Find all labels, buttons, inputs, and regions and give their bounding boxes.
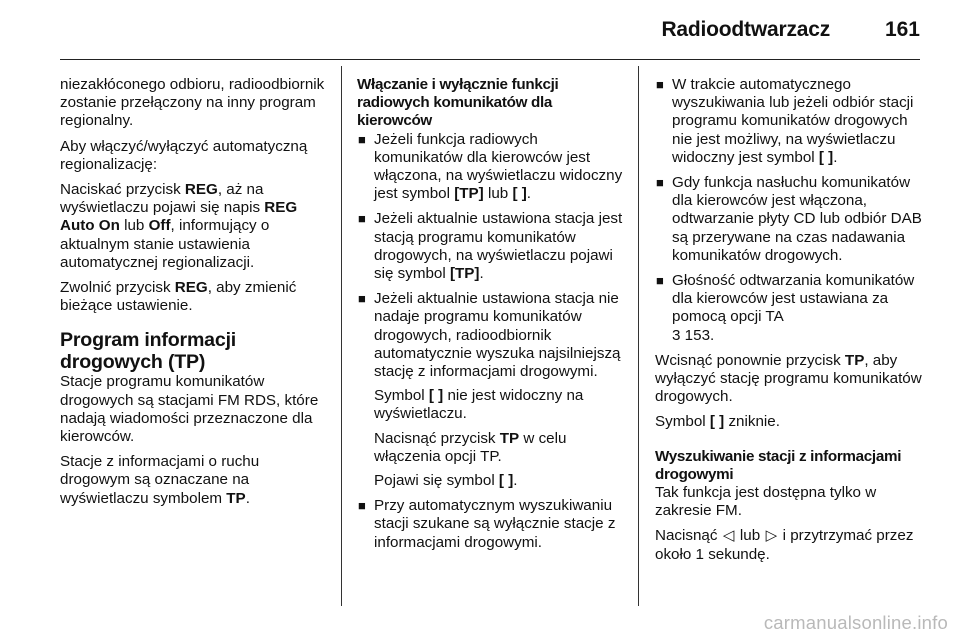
- paragraph: Wcisnąć ponownie przycisk TP, aby wyłączyć stację programu komunikatów drogowych.: [655, 351, 922, 406]
- bullet-icon: ■: [358, 211, 366, 227]
- column-divider-1: [341, 66, 342, 606]
- list-item: ■ Przy automatycznym wyszukiwaniu stacji szukane są wyłącznie stacje z informacjami drogowymi.: [358, 497, 616, 551]
- bullet-icon: ■: [656, 77, 664, 92]
- paragraph: Zwolnić przycisk REG, aby zmienić bieżące ustawienie.: [60, 279, 297, 315]
- list-item: ■ W trakcie automatycznego wyszukiwania lub jeżeli odbiór stacji programu komunikatów drogowych nie jest możliwy, na wyświetlaczu widoczny jest symbol [ ].: [656, 76, 914, 166]
- list-item: ■ Jeżeli aktualnie ustawiona stacja jest stacją programu komunikatów drogowych, na wyświetlaczu pojawi się symbol [TP].: [358, 210, 623, 283]
- paragraph: Naciskać przycisk REG, aż na wyświetlaczu pojawi się napis REG Auto On lub Off, informujący o aktualnym stanie ustawienia automatycznej regionalizacji.: [60, 181, 298, 271]
- section-heading: Program informacji drogowych (TP): [60, 329, 237, 374]
- column-2: [357, 76, 629, 559]
- bullet-list: [357, 131, 629, 552]
- paragraph: Stacje z informacjami o ruchu drogowym są oznaczane na wyświetlaczu symbolem TP.: [60, 453, 260, 507]
- paragraph: Tak funkcja jest dostępna tylko w zakresie FM.: [655, 484, 877, 520]
- subsection-heading: Włączanie i wyłącznie funkcji radiowych komunikatów dla kierowców: [357, 76, 559, 130]
- bullet-list: [655, 76, 925, 345]
- paragraph: niezakłóconego odbioru, radioodbiornik zostanie przełączony na inny program regionalny.: [60, 76, 325, 130]
- watermark: carmanualsonline.info: [763, 612, 948, 633]
- sub-paragraph: Pojawi się symbol [ ].: [374, 472, 518, 490]
- bullet-icon: ■: [358, 291, 366, 307]
- header-title: Radioodtwarzacz: [661, 18, 830, 41]
- list-item: ■ Gdy funkcja nasłuchu komunikatów dla kierowców jest włączona, odtwarzanie płyty CD lub odbiór DAB są przerywane na czas nadawania komunikatów drogowych.: [656, 174, 922, 264]
- sub-paragraph: Symbol [ ] nie jest widoczny na wyświetlaczu.: [374, 387, 584, 423]
- sub-paragraph: Nacisnąć przycisk TP w celu włączenia opcji TP.: [374, 429, 567, 465]
- column-divider-2: [638, 66, 639, 606]
- list-item: ■ Jeżeli funkcja radiowych komunikatów dla kierowców jest włączona, na wyświetlaczu widoczny jest symbol [TP] lub [ ].: [358, 130, 623, 203]
- column-1: [60, 76, 328, 515]
- page-ref-icon[interactable]: 3: [672, 326, 681, 344]
- bullet-icon: ■: [358, 498, 366, 514]
- paragraph: Symbol [ ] zniknie.: [655, 413, 780, 431]
- seek-left-icon: ◁: [722, 527, 735, 545]
- bullet-icon: ■: [656, 175, 664, 191]
- seek-right-icon: ▷: [765, 527, 778, 545]
- paragraph: Aby włączyć/wyłączyć automatyczną regionalizację:: [60, 137, 308, 173]
- header-divider: [60, 59, 920, 60]
- page-number: 161: [884, 18, 920, 41]
- subsection-heading: Wyszukiwanie stacji z informacjami drogowymi: [655, 447, 902, 483]
- paragraph: Nacisnąć ◁ lub ▷ i przytrzymać przez około 1 sekundę.: [655, 527, 914, 563]
- list-item: ■ Głośność odtwarzania komunikatów dla kierowców jest ustawiana za pomocą opcji TA 3 153.: [656, 272, 915, 344]
- bullet-icon: ■: [656, 273, 664, 289]
- list-item: ■ Jeżeli aktualnie ustawiona stacja nie nadaje programu komunikatów drogowych, radioodbiornik automatycznie wyszuka najsilniejszą stację z informacjami drogowymi. Symbol [ ] nie jest widoczny na wyświetlaczu. Nacisnąć przycisk TP w celu włączenia opcji TP. Pojawi się symbol [ ].: [357, 290, 629, 490]
- bullet-icon: ■: [358, 131, 366, 147]
- paragraph: Stacje programu komunikatów drogowych są stacjami FM RDS, które nadają wiadomości przeznaczone dla kierowców.: [60, 373, 319, 446]
- page-header: [0, 0, 960, 62]
- column-3: [655, 76, 925, 571]
